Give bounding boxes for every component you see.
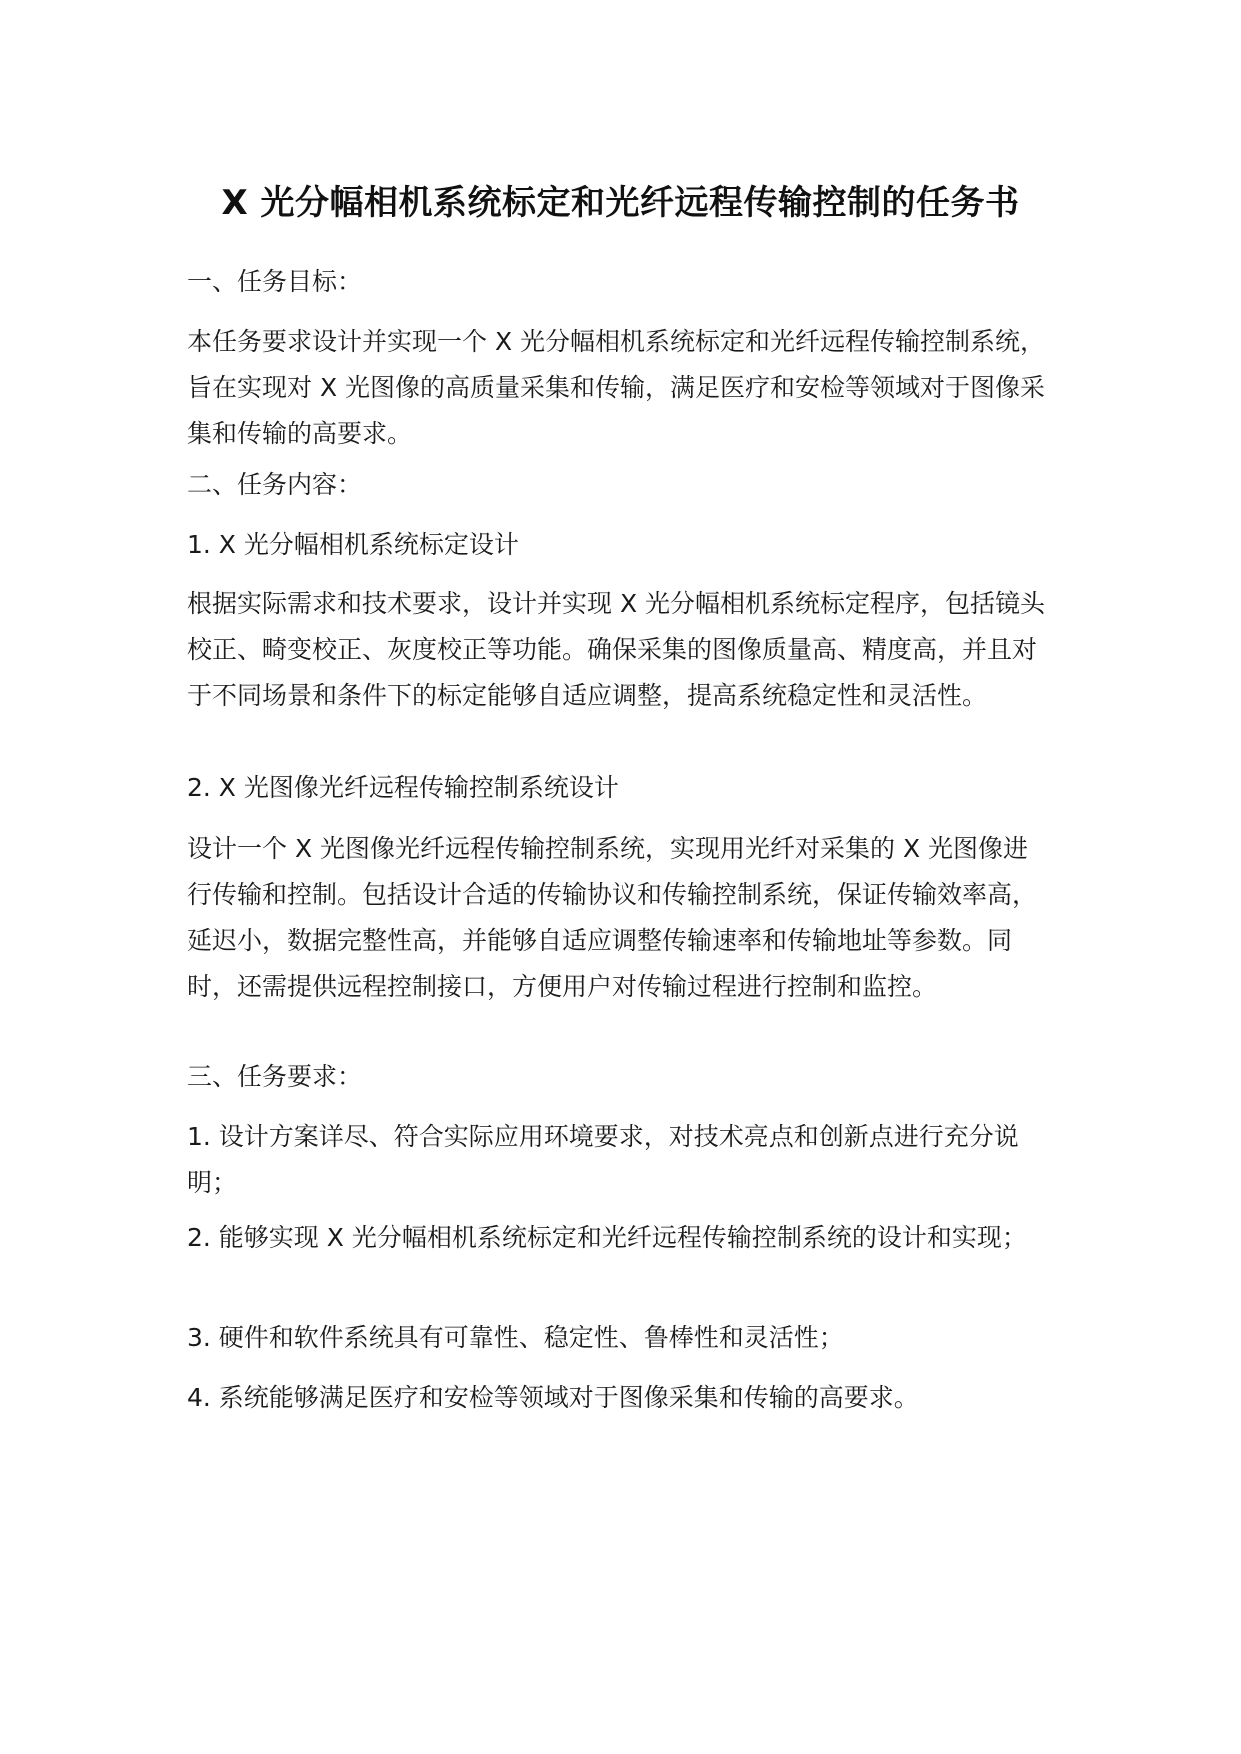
paragraph-goal: 本任务要求设计并实现一个 X 光分幅相机系统标定和光纤远程传输控制系统，旨在实现对 X 光图像的高质量采集和传输，满足医疗和安检等领域对于图像采集和传输的高要求。: [187, 327, 1046, 448]
section-heading-goal: 一、任务目标：: [187, 267, 363, 296]
requirement-item-1: 1. 设计方案详尽、符合实际应用环境要求，对技术亮点和创新点进行充分说明；: [187, 1122, 1019, 1197]
section-heading-content: 二、任务内容：: [187, 470, 363, 499]
paragraph-transmission: 设计一个 X 光图像光纤远程传输控制系统，实现用光纤对采集的 X 光图像进行传输和控制。包括设计合适的传输协议和传输控制系统，保证传输效率高，延迟小，数据完整性高，并能够自适应调整传输速率和传输地址等参数。同时，还需提供远程控制接口，方便用户对传输过程进行控制和监控。: [187, 834, 1038, 1001]
document-title: X 光分幅相机系统标定和光纤远程传输控制的任务书: [221, 183, 1020, 223]
paragraph-calibration: 根据实际需求和技术要求，设计并实现 X 光分幅相机系统标定程序，包括镜头校正、畸变校正、灰度校正等功能。确保采集的图像质量高、精度高，并且对于不同场景和条件下的标定能够自适应调整，提高系统稳定性和灵活性。: [187, 589, 1046, 710]
requirement-item-2: 2. 能够实现 X 光分幅相机系统标定和光纤远程传输控制系统的设计和实现；: [187, 1223, 1027, 1252]
subheading-calibration: 1. X 光分幅相机系统标定设计: [187, 530, 519, 559]
requirement-item-3: 3. 硬件和软件系统具有可靠性、稳定性、鲁棒性和灵活性；: [187, 1323, 844, 1352]
requirement-item-4: 4. 系统能够满足医疗和安检等领域对于图像采集和传输的高要求。: [187, 1383, 919, 1412]
subheading-transmission: 2. X 光图像光纤远程传输控制系统设计: [187, 773, 619, 802]
section-heading-requirements: 三、任务要求：: [187, 1062, 363, 1091]
